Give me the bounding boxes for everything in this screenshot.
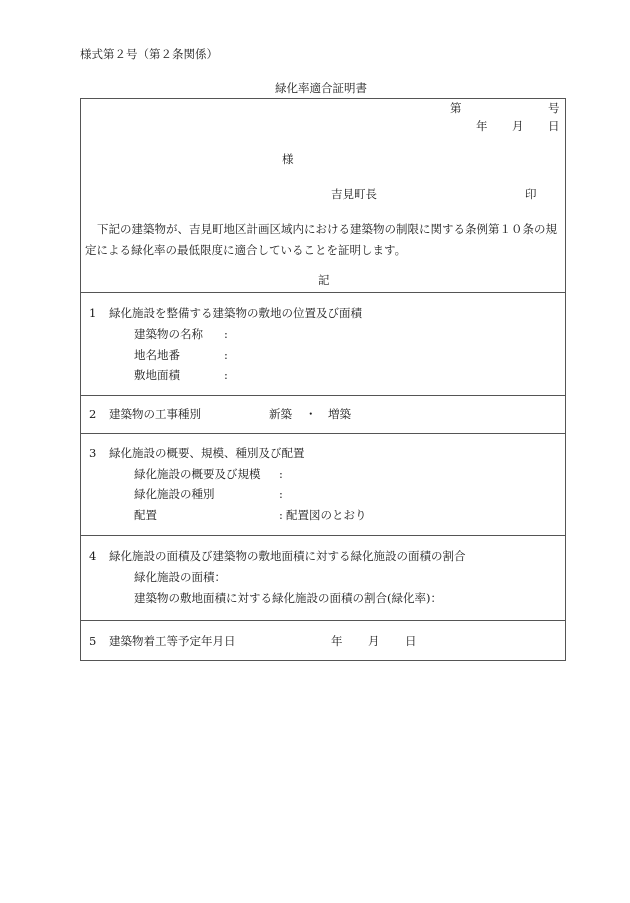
seal-mark: 印 (525, 187, 537, 201)
option-new-build: 新築 (269, 407, 292, 421)
divider (80, 433, 566, 434)
document-title: 緑化率適合証明書 (275, 81, 367, 95)
divider (80, 535, 566, 536)
field-separator: : (224, 327, 228, 341)
section-title: 建築物着工等予定年月日 (109, 634, 236, 648)
field-label: 建築物の敷地面積に対する緑化施設の面積の割合(緑化率)： (134, 591, 442, 605)
field-value: 配置図のとおり (286, 508, 367, 522)
certification-statement: 下記の建築物が、吉見町地区計画区域内における建築物の制限に関する条例第１０条の規定による緑化率の最低限度に適合していることを証明します。 (85, 222, 557, 257)
field-label: 緑化施設の面積： (134, 570, 226, 584)
field-label: 緑化施設の概要及び規模 (134, 467, 261, 481)
option-extension: 増築 (328, 407, 351, 421)
issue-day-label: 日 (548, 119, 560, 133)
field-label: 配置 (134, 508, 157, 522)
issue-year-label: 年 (476, 119, 488, 133)
section-number: 1 (89, 306, 97, 320)
option-separator: ・ (305, 407, 317, 421)
form-label: 様式第２号（第２条関係） (80, 47, 218, 61)
field-label: 地名地番 (134, 348, 180, 362)
section-title: 建築物の工事種別 (109, 407, 201, 421)
addressee-suffix: 様 (282, 152, 294, 166)
section-title: 緑化施設を整備する建築物の敷地の位置及び面積 (109, 306, 362, 320)
issue-month-label: 月 (512, 119, 524, 133)
section-number: 2 (89, 407, 97, 421)
field-separator: : (224, 348, 228, 362)
issuer-name: 吉見町長 (331, 187, 377, 201)
divider (80, 395, 566, 396)
field-label: 建築物の名称 (134, 327, 203, 341)
number-prefix: 第 (450, 101, 462, 115)
section-number: 5 (89, 634, 97, 648)
start-day-label: 日 (405, 634, 417, 648)
field-separator: : (279, 467, 283, 481)
start-month-label: 月 (368, 634, 380, 648)
section-number: 4 (89, 549, 97, 563)
field-separator: : (224, 368, 228, 382)
section-number: 3 (89, 446, 97, 460)
number-suffix: 号 (548, 101, 560, 115)
start-year-label: 年 (331, 634, 343, 648)
section-title: 緑化施設の面積及び建築物の敷地面積に対する緑化施設の面積の割合 (109, 549, 466, 563)
field-label: 緑化施設の種別 (134, 487, 215, 501)
section-title: 緑化施設の概要、規模、種別及び配置 (109, 446, 305, 460)
ki-heading: 記 (318, 273, 330, 287)
field-label: 敷地面積 (134, 368, 180, 382)
field-separator: : (279, 508, 283, 522)
field-separator: : (279, 487, 283, 501)
divider (80, 620, 566, 621)
divider (80, 292, 566, 293)
